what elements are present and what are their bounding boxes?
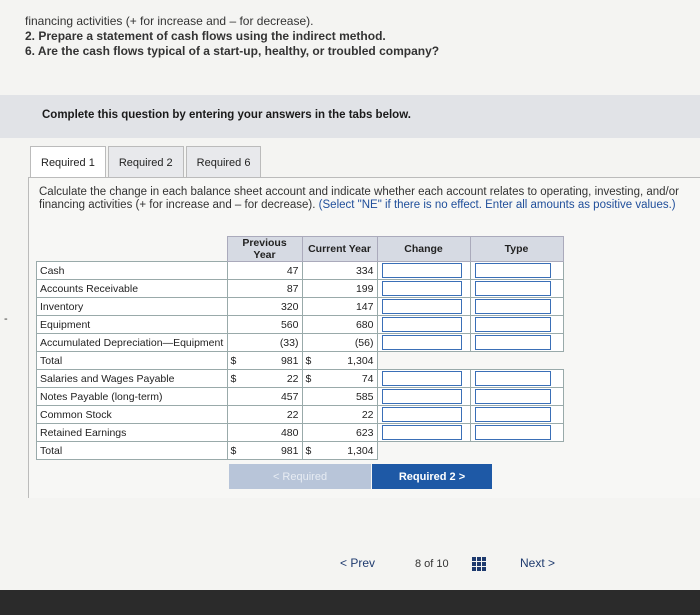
prev-currency: $ bbox=[227, 352, 246, 370]
change-cell bbox=[377, 406, 470, 424]
type-cell bbox=[470, 334, 563, 352]
account-name: Notes Payable (long-term) bbox=[37, 388, 228, 406]
change-input[interactable] bbox=[382, 317, 462, 332]
curr-currency: $ bbox=[302, 352, 321, 370]
type-cell bbox=[470, 424, 563, 442]
type-cell-empty bbox=[470, 352, 563, 370]
type-select[interactable] bbox=[475, 389, 551, 404]
next-required-button[interactable]: Required 2 > bbox=[372, 464, 492, 489]
prev-currency bbox=[227, 316, 246, 334]
type-select[interactable] bbox=[475, 317, 551, 332]
tab-required-6[interactable]: Required 6 bbox=[186, 146, 262, 179]
change-cell-empty bbox=[377, 442, 470, 460]
change-cell bbox=[377, 316, 470, 334]
table-row bbox=[37, 388, 564, 406]
type-select[interactable] bbox=[475, 299, 551, 314]
prev-value: 981 bbox=[246, 442, 303, 460]
instruction-banner bbox=[0, 95, 700, 138]
curr-currency bbox=[302, 388, 321, 406]
change-input[interactable] bbox=[382, 407, 462, 422]
change-cell bbox=[377, 388, 470, 406]
prompt-main: Calculate the change in each balance sheet account and indicate whether each account relates to operating, investing, and/or financing activities (+ for increase and – for decrease). bbox=[39, 186, 679, 211]
change-input[interactable] bbox=[382, 335, 462, 350]
prev-value: 320 bbox=[246, 298, 303, 316]
type-select[interactable] bbox=[475, 407, 551, 422]
change-input[interactable] bbox=[382, 389, 462, 404]
change-cell bbox=[377, 280, 470, 298]
instruction-line-2: 2. Prepare a statement of cash flows using the indirect method. bbox=[25, 29, 386, 43]
header-type: Type bbox=[470, 237, 563, 262]
tab-required-1[interactable]: Required 1 bbox=[30, 146, 106, 179]
type-select[interactable] bbox=[475, 425, 551, 440]
previous-required-button: < Required bbox=[229, 464, 371, 489]
type-select[interactable] bbox=[475, 335, 551, 350]
prev-currency: $ bbox=[227, 370, 246, 388]
change-input[interactable] bbox=[382, 299, 462, 314]
account-name: Total bbox=[37, 352, 228, 370]
table-row bbox=[37, 406, 564, 424]
change-input[interactable] bbox=[382, 371, 462, 386]
banner-text: Complete this question by entering your answers in the tabs below. bbox=[42, 109, 411, 121]
prev-value: 87 bbox=[246, 280, 303, 298]
table-row bbox=[37, 298, 564, 316]
curr-value: 585 bbox=[321, 388, 378, 406]
table-row bbox=[37, 370, 564, 388]
type-cell bbox=[470, 370, 563, 388]
change-input[interactable] bbox=[382, 281, 462, 296]
change-input[interactable] bbox=[382, 263, 462, 278]
table-row bbox=[37, 280, 564, 298]
header-account bbox=[37, 237, 228, 262]
page-indicator: 8 of 10 bbox=[415, 558, 449, 570]
instruction-line-3: 6. Are the cash flows typical of a start-up, healthy, or troubled company? bbox=[25, 44, 440, 58]
curr-value: 334 bbox=[321, 262, 378, 280]
type-cell bbox=[470, 298, 563, 316]
change-cell bbox=[377, 262, 470, 280]
prev-currency bbox=[227, 262, 246, 280]
table-row bbox=[37, 352, 564, 370]
bottom-bar bbox=[0, 590, 700, 615]
prev-value: 457 bbox=[246, 388, 303, 406]
change-cell bbox=[377, 370, 470, 388]
type-cell bbox=[470, 406, 563, 424]
curr-value: 22 bbox=[321, 406, 378, 424]
account-name: Cash bbox=[37, 262, 228, 280]
account-name: Accounts Receivable bbox=[37, 280, 228, 298]
curr-currency bbox=[302, 298, 321, 316]
change-cell bbox=[377, 424, 470, 442]
change-input[interactable] bbox=[382, 425, 462, 440]
curr-currency bbox=[302, 316, 321, 334]
header-current-year: Current Year bbox=[302, 237, 377, 262]
table-row bbox=[37, 334, 564, 352]
balance-sheet-table bbox=[36, 236, 564, 460]
instructions bbox=[25, 14, 439, 59]
side-mark: - bbox=[4, 313, 8, 325]
header-change: Change bbox=[377, 237, 470, 262]
prev-currency: $ bbox=[227, 442, 246, 460]
grid-icon[interactable] bbox=[472, 557, 486, 571]
prev-value: 981 bbox=[246, 352, 303, 370]
curr-currency bbox=[302, 280, 321, 298]
question-prompt bbox=[39, 186, 689, 212]
table-row bbox=[37, 262, 564, 280]
instruction-line-1: financing activities (+ for increase and – for decrease). bbox=[25, 14, 314, 28]
type-cell bbox=[470, 262, 563, 280]
tab-bar bbox=[30, 146, 263, 178]
account-name: Common Stock bbox=[37, 406, 228, 424]
curr-value: 1,304 bbox=[321, 442, 378, 460]
prev-value: (33) bbox=[246, 334, 303, 352]
curr-value: 74 bbox=[321, 370, 378, 388]
prev-currency bbox=[227, 298, 246, 316]
curr-value: 680 bbox=[321, 316, 378, 334]
table-row bbox=[37, 442, 564, 460]
curr-currency: $ bbox=[302, 370, 321, 388]
prev-currency bbox=[227, 424, 246, 442]
prompt-note: (Select "NE" if there is no effect. Enter all amounts as positive values.) bbox=[318, 199, 676, 211]
table-row bbox=[37, 424, 564, 442]
type-select[interactable] bbox=[475, 371, 551, 386]
curr-value: (56) bbox=[321, 334, 378, 352]
curr-currency bbox=[302, 334, 321, 352]
prev-currency bbox=[227, 280, 246, 298]
table-row bbox=[37, 316, 564, 334]
curr-currency bbox=[302, 424, 321, 442]
prev-value: 480 bbox=[246, 424, 303, 442]
account-name: Retained Earnings bbox=[37, 424, 228, 442]
tab-panel bbox=[28, 177, 700, 498]
type-select[interactable] bbox=[475, 263, 551, 278]
curr-value: 199 bbox=[321, 280, 378, 298]
change-cell bbox=[377, 298, 470, 316]
curr-currency bbox=[302, 406, 321, 424]
prev-link[interactable]: < Prev bbox=[340, 556, 376, 570]
prev-value: 22 bbox=[246, 406, 303, 424]
change-cell-empty bbox=[377, 352, 470, 370]
curr-currency bbox=[302, 262, 321, 280]
tab-required-2[interactable]: Required 2 bbox=[108, 146, 184, 179]
curr-value: 147 bbox=[321, 298, 378, 316]
prev-currency bbox=[227, 334, 246, 352]
type-cell-empty bbox=[470, 442, 563, 460]
account-name: Equipment bbox=[37, 316, 228, 334]
curr-value: 1,304 bbox=[321, 352, 378, 370]
prev-currency bbox=[227, 388, 246, 406]
account-name: Salaries and Wages Payable bbox=[37, 370, 228, 388]
account-name: Inventory bbox=[37, 298, 228, 316]
curr-value: 623 bbox=[321, 424, 378, 442]
prev-value: 22 bbox=[246, 370, 303, 388]
next-link[interactable]: Next > bbox=[520, 556, 556, 570]
account-name: Accumulated Depreciation—Equipment bbox=[37, 334, 228, 352]
type-cell bbox=[470, 388, 563, 406]
type-select[interactable] bbox=[475, 281, 551, 296]
account-name: Total bbox=[37, 442, 228, 460]
header-previous-year: Previous Year bbox=[227, 237, 302, 262]
prev-value: 560 bbox=[246, 316, 303, 334]
type-cell bbox=[470, 316, 563, 334]
prev-currency bbox=[227, 406, 246, 424]
prev-value: 47 bbox=[246, 262, 303, 280]
curr-currency: $ bbox=[302, 442, 321, 460]
type-cell bbox=[470, 280, 563, 298]
change-cell bbox=[377, 334, 470, 352]
